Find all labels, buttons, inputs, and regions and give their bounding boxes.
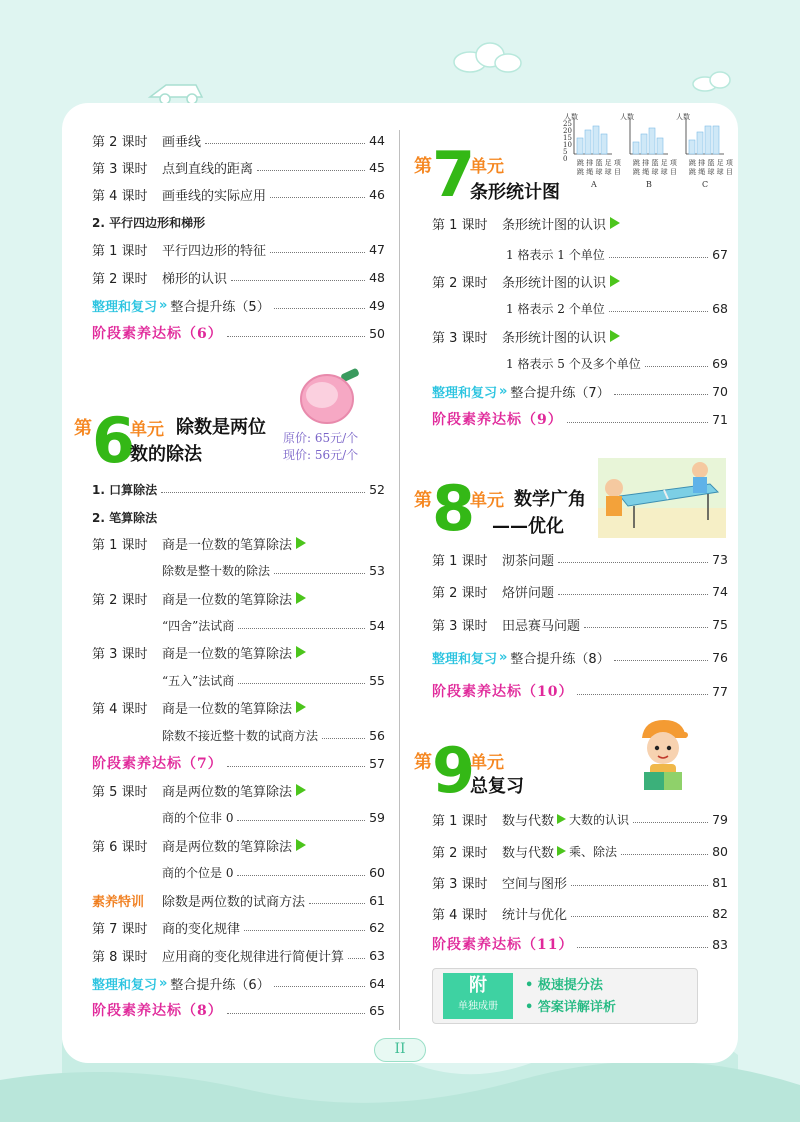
leader-dots <box>161 492 365 493</box>
lesson-title: 田忌赛马问题 <box>502 618 581 634</box>
tick: 0 <box>563 155 568 163</box>
appendix-items <box>525 975 616 1019</box>
review-label: 整理和复习 <box>92 299 158 315</box>
lesson-title: 商是两位数的笔算除法 <box>162 839 293 855</box>
play-arrow-icon <box>296 592 306 604</box>
toc-subentry[interactable] <box>162 559 385 581</box>
appendix-item[interactable]: • 极速提分法 <box>525 978 603 993</box>
lesson-number: 第 3 课时 <box>432 618 488 634</box>
toc-subentry[interactable] <box>506 297 728 319</box>
toc-entry[interactable] <box>432 871 728 893</box>
stage-title: 阶段素养达标（9） <box>432 412 563 428</box>
mini-chart-c <box>686 118 724 154</box>
toc-subentry[interactable] <box>162 861 385 883</box>
price-tag <box>283 430 358 464</box>
page-number: 52 <box>369 481 385 497</box>
appendix-item[interactable]: • 答案详解详析 <box>525 1000 616 1015</box>
review-entry[interactable] <box>92 294 385 316</box>
page-number: 83 <box>712 936 728 952</box>
toc-entry[interactable] <box>432 840 728 862</box>
lesson-number: 第 3 课时 <box>432 876 488 892</box>
page-number: 71 <box>712 411 728 427</box>
leader-dots <box>571 885 708 886</box>
page-number: 81 <box>712 874 728 890</box>
toc-subentry[interactable] <box>506 243 728 265</box>
page-number: 62 <box>369 919 385 935</box>
mini-bar-charts <box>560 112 730 162</box>
page-number: 75 <box>712 616 728 632</box>
play-arrow-icon <box>296 701 306 713</box>
play-arrow-icon <box>296 839 306 851</box>
lesson-title: 条形统计图的认识 <box>502 330 607 346</box>
toc-entry[interactable] <box>92 183 385 205</box>
lesson-subtitle: 1 格表示 2 个单位 <box>506 301 605 316</box>
lesson-number: 第 3 课时 <box>432 330 488 346</box>
play-arrow-icon <box>557 814 566 824</box>
leader-dots <box>274 986 365 987</box>
special-title: 除数是两位数的试商方法 <box>162 894 306 910</box>
page-number: 53 <box>369 562 385 578</box>
unit-prefix: 第 <box>74 418 92 439</box>
unit-prefix: 第 <box>414 156 432 177</box>
toc-entry[interactable] <box>432 548 728 570</box>
toc-subentry[interactable] <box>162 614 385 636</box>
stage-title: 阶段素养达标（8） <box>92 1003 223 1019</box>
lesson-number: 第 2 课时 <box>432 585 488 601</box>
page-number-badge: II <box>374 1038 426 1062</box>
chart-ylabel: 人数 <box>620 113 634 121</box>
lesson-title: 烙饼问题 <box>502 585 555 601</box>
toc-subentry[interactable] <box>162 724 385 746</box>
appendix-badge-subtitle: 单独成册 <box>458 1001 498 1012</box>
lesson-title: 统计与优化 <box>502 907 568 923</box>
toc-entry[interactable] <box>92 238 385 260</box>
leader-dots <box>633 822 708 823</box>
page-number: 79 <box>712 811 728 827</box>
page-number: 45 <box>369 159 385 175</box>
stage-title: 阶段素养达标（7） <box>92 756 223 772</box>
page-number: 59 <box>369 809 385 825</box>
play-arrow-icon <box>296 646 306 658</box>
unit-title: 数学广角 <box>514 489 586 510</box>
leader-dots <box>558 594 708 595</box>
lesson-title: 条形统计图的认识 <box>502 217 607 233</box>
appendix-badge <box>443 973 513 1019</box>
unit-7-header <box>414 140 564 210</box>
toc-entry[interactable] <box>432 902 728 924</box>
stage-title: 阶段素养达标（6） <box>92 326 223 342</box>
special-label: 素养特训 <box>92 894 145 910</box>
leader-dots <box>237 875 365 876</box>
stage-entry[interactable] <box>432 680 728 702</box>
leader-dots <box>231 280 365 281</box>
play-arrow-icon <box>610 217 620 229</box>
lesson-title: 数与代数 <box>502 845 555 861</box>
lesson-title: 商是两位数的笔算除法 <box>162 784 293 800</box>
toc-entry[interactable] <box>92 944 385 966</box>
toc-entry[interactable] <box>92 834 385 856</box>
lesson-title: 商的变化规律 <box>162 921 241 937</box>
page-number: 57 <box>369 755 385 771</box>
page-number: 55 <box>369 672 385 688</box>
lesson-subtitle: 除数是整十数的除法 <box>162 563 271 578</box>
unit-label: 单元 <box>470 753 504 773</box>
review-title: 整合提升练（7） <box>510 385 610 401</box>
play-arrow-icon <box>610 330 620 342</box>
leader-dots <box>227 766 365 767</box>
chart-ylabel: 人数 <box>676 113 690 121</box>
tick: 15 <box>563 134 572 142</box>
lesson-title: 商是一位数的笔算除法 <box>162 592 293 608</box>
page-number: 80 <box>712 843 728 859</box>
lesson-number: 第 3 课时 <box>92 161 148 177</box>
lesson-number: 第 4 课时 <box>92 701 148 717</box>
unit-8-header <box>414 474 604 544</box>
page-number: 60 <box>369 864 385 880</box>
page-number: 54 <box>369 617 385 633</box>
lesson-title: 商是一位数的笔算除法 <box>162 537 293 553</box>
unit-label: 单元 <box>130 420 164 440</box>
lesson-title: 应用商的变化规律进行简便计算 <box>162 949 345 965</box>
page-number: 64 <box>369 975 385 991</box>
toc-entry[interactable] <box>432 613 728 635</box>
lesson-number: 第 1 课时 <box>92 243 148 259</box>
lesson-number: 第 4 课时 <box>432 907 488 923</box>
leader-dots <box>205 143 365 144</box>
toc-subentry[interactable] <box>506 352 728 374</box>
lesson-number: 第 2 课时 <box>92 134 148 150</box>
page-number: 61 <box>369 892 385 908</box>
leader-dots <box>322 738 365 739</box>
page-number: 56 <box>369 727 385 743</box>
tick: 5 <box>563 148 568 156</box>
lesson-subtitle: 乘、除法 <box>569 844 618 859</box>
unit-title: 总复习 <box>470 776 524 797</box>
unit-number: 9 <box>432 734 476 807</box>
leader-dots <box>270 197 365 198</box>
review-label: 整理和复习 <box>432 385 498 401</box>
page-number: 44 <box>369 132 385 148</box>
page-number: 82 <box>712 905 728 921</box>
tick: 25 <box>563 120 572 128</box>
toc-subentry[interactable] <box>162 669 385 691</box>
leader-dots <box>577 947 708 948</box>
page-number: 73 <box>712 551 728 567</box>
lesson-subtitle: 商的个位非 0 <box>162 810 234 825</box>
review-entry[interactable] <box>432 380 728 402</box>
play-arrow-icon <box>296 784 306 796</box>
review-label: 整理和复习 <box>92 977 158 993</box>
chart-panel-label: B <box>646 180 652 189</box>
lesson-number: 第 7 课时 <box>92 921 148 937</box>
car-icon <box>150 85 202 104</box>
page-number: 70 <box>712 383 728 399</box>
page-number: 76 <box>712 649 728 665</box>
lesson-number: 第 4 课时 <box>92 188 148 204</box>
lesson-number: 第 1 课时 <box>92 537 148 553</box>
lesson-subtitle: 除数不接近整十数的试商方法 <box>162 728 319 743</box>
toc-entry[interactable] <box>92 266 385 288</box>
column-divider <box>399 130 400 1030</box>
unit-number: 8 <box>432 472 476 545</box>
chart-ticks <box>563 121 572 163</box>
lesson-title: 空间与图形 <box>502 876 568 892</box>
chart-xcats: 跳 绳 球 球 目 <box>689 168 733 176</box>
toc-entry[interactable] <box>92 532 385 554</box>
section-title: 1. 口算除法 <box>92 482 158 497</box>
lesson-number: 第 1 课时 <box>432 217 488 233</box>
unit-9-header <box>414 734 594 810</box>
unit-title-line2: 数的除法 <box>130 444 202 465</box>
cloud-icon <box>454 43 730 91</box>
special-entry[interactable] <box>92 889 385 911</box>
lesson-title: 画垂线的实际应用 <box>162 188 267 204</box>
toc-entry[interactable] <box>92 779 385 801</box>
leader-dots <box>584 627 708 628</box>
leader-dots <box>227 1013 365 1014</box>
ping-pong-illustration <box>598 458 726 538</box>
leader-dots <box>621 854 708 855</box>
page-number: 65 <box>369 1002 385 1018</box>
lesson-number: 第 8 课时 <box>92 949 148 965</box>
mini-chart-b <box>630 118 668 154</box>
toc-entry[interactable] <box>92 156 385 178</box>
page-number: 68 <box>712 300 728 316</box>
toc-entry[interactable] <box>92 696 385 718</box>
lesson-subtitle: 1 格表示 1 个单位 <box>506 247 605 262</box>
stage-entry[interactable] <box>92 752 385 774</box>
ping-pong-paddle-icon <box>295 365 375 427</box>
lesson-subtitle: “四舍”法试商 <box>162 618 235 633</box>
mini-chart-a <box>574 118 612 154</box>
stage-entry[interactable] <box>92 322 385 344</box>
lesson-number: 第 2 课时 <box>92 592 148 608</box>
lesson-subtitle: “五入”法试商 <box>162 673 235 688</box>
leader-dots <box>238 683 365 684</box>
toc-entry[interactable] <box>92 587 385 609</box>
chevron-right-icon: » <box>159 975 168 991</box>
leader-dots <box>571 916 708 917</box>
section-heading: 2. 笔算除法 <box>92 511 158 525</box>
chevron-right-icon: » <box>499 649 508 665</box>
section-entry[interactable] <box>92 478 385 500</box>
lesson-number: 第 2 课时 <box>432 845 488 861</box>
lesson-subtitle: 大数的认识 <box>569 812 630 827</box>
leader-dots <box>274 573 365 574</box>
original-price: 原价: 65元/个 <box>283 431 359 445</box>
unit-label: 单元 <box>470 491 504 511</box>
chevron-right-icon: » <box>499 383 508 399</box>
leader-dots <box>614 394 708 395</box>
page-number: 67 <box>712 246 728 262</box>
leader-dots <box>309 903 365 904</box>
leader-dots <box>567 422 708 423</box>
lesson-number: 第 1 课时 <box>432 813 488 829</box>
leader-dots <box>614 660 708 661</box>
page-number: 50 <box>369 325 385 341</box>
leader-dots <box>348 958 365 959</box>
chart-panel-label: C <box>702 180 709 189</box>
chart-xcats: 跳 绳 球 球 目 <box>577 168 621 176</box>
lesson-subtitle: 1 格表示 5 个及多个单位 <box>506 356 641 371</box>
chart-xcats: 跳 排 篮 足 项 <box>577 159 621 167</box>
lesson-number: 第 5 课时 <box>92 784 148 800</box>
chart-xcats: 跳 绳 球 球 目 <box>633 168 677 176</box>
leader-dots <box>577 694 708 695</box>
lesson-number: 第 1 课时 <box>432 553 488 569</box>
page-number: 46 <box>369 186 385 202</box>
leader-dots <box>257 170 365 171</box>
toc-entry[interactable] <box>432 808 728 830</box>
chart-xcats: 跳 排 篮 足 项 <box>633 159 677 167</box>
toc-entry[interactable] <box>92 129 385 151</box>
lesson-number: 第 6 课时 <box>92 839 148 855</box>
toc-entry[interactable] <box>432 580 728 602</box>
lesson-subtitle: 商的个位是 0 <box>162 865 234 880</box>
chart-xcats: 跳 排 篮 足 项 <box>689 159 733 167</box>
lesson-title: 画垂线 <box>162 134 202 150</box>
tick: 10 <box>563 141 572 149</box>
leader-dots <box>227 336 365 337</box>
unit-number: 6 <box>92 404 136 477</box>
lesson-number: 第 2 课时 <box>92 271 148 287</box>
leader-dots <box>609 257 708 258</box>
play-arrow-icon <box>610 275 620 287</box>
review-title: 整合提升练（6） <box>170 977 270 993</box>
unit-prefix: 第 <box>414 490 432 511</box>
lesson-number: 第 3 课时 <box>92 646 148 662</box>
leader-dots <box>609 311 708 312</box>
toc-entry[interactable] <box>92 641 385 663</box>
leader-dots <box>270 252 365 253</box>
stage-entry[interactable] <box>432 408 728 430</box>
unit-label: 单元 <box>470 157 504 177</box>
unit-title-line2: ——优化 <box>492 516 564 537</box>
section-heading: 2. 平行四边形和梯形 <box>92 216 206 230</box>
leader-dots <box>244 930 365 931</box>
review-entry[interactable] <box>432 646 728 668</box>
review-entry[interactable] <box>92 972 385 994</box>
stage-entry[interactable] <box>432 933 728 955</box>
boy-reading-illustration <box>634 714 690 800</box>
appendix-badge-title: 附 <box>469 975 487 996</box>
lesson-title: 平行四边形的特征 <box>162 243 267 259</box>
unit-number: 7 <box>432 138 476 211</box>
review-label: 整理和复习 <box>432 651 498 667</box>
page-number: 69 <box>712 355 728 371</box>
page-number: 63 <box>369 947 385 963</box>
page-number: 77 <box>712 683 728 699</box>
lesson-title: 梯形的认识 <box>162 271 228 287</box>
current-price: 现价: 56元/个 <box>283 448 359 462</box>
lesson-title: 商是一位数的笔算除法 <box>162 701 293 717</box>
lesson-title: 沏茶问题 <box>502 553 555 569</box>
chart-ylabel: 人数 <box>564 113 578 121</box>
play-arrow-icon <box>296 537 306 549</box>
unit-prefix: 第 <box>414 752 432 773</box>
page-number: 74 <box>712 583 728 599</box>
leader-dots <box>274 308 365 309</box>
toc-entry[interactable] <box>92 916 385 938</box>
unit-title: 条形统计图 <box>470 182 560 203</box>
page-number: 48 <box>369 269 385 285</box>
page-number: 47 <box>369 241 385 257</box>
lesson-title: 数与代数 <box>502 813 555 829</box>
unit-title: 除数是两位 <box>176 417 266 438</box>
review-title: 整合提升练（8） <box>510 651 610 667</box>
leader-dots <box>558 562 708 563</box>
lesson-title: 条形统计图的认识 <box>502 275 607 291</box>
page-number: 49 <box>369 297 385 313</box>
lesson-title: 商是一位数的笔算除法 <box>162 646 293 662</box>
toc-entry[interactable] <box>432 212 728 234</box>
toc-entry[interactable] <box>432 270 728 292</box>
leader-dots <box>237 820 365 821</box>
chart-panel-label: A <box>591 180 597 189</box>
tick: 20 <box>563 127 572 135</box>
stage-title: 阶段素养达标（10） <box>432 684 574 700</box>
review-title: 整合提升练（5） <box>170 299 270 315</box>
toc-subentry[interactable] <box>162 806 385 828</box>
leader-dots <box>238 628 365 629</box>
leader-dots <box>645 366 708 367</box>
toc-entry[interactable] <box>432 325 728 347</box>
play-arrow-icon <box>557 846 566 856</box>
lesson-title: 点到直线的距离 <box>162 161 254 177</box>
appendix-box <box>432 968 698 1024</box>
stage-entry[interactable] <box>92 999 385 1021</box>
stage-title: 阶段素养达标（11） <box>432 937 574 953</box>
lesson-number: 第 2 课时 <box>432 275 488 291</box>
chevron-right-icon: » <box>159 297 168 313</box>
